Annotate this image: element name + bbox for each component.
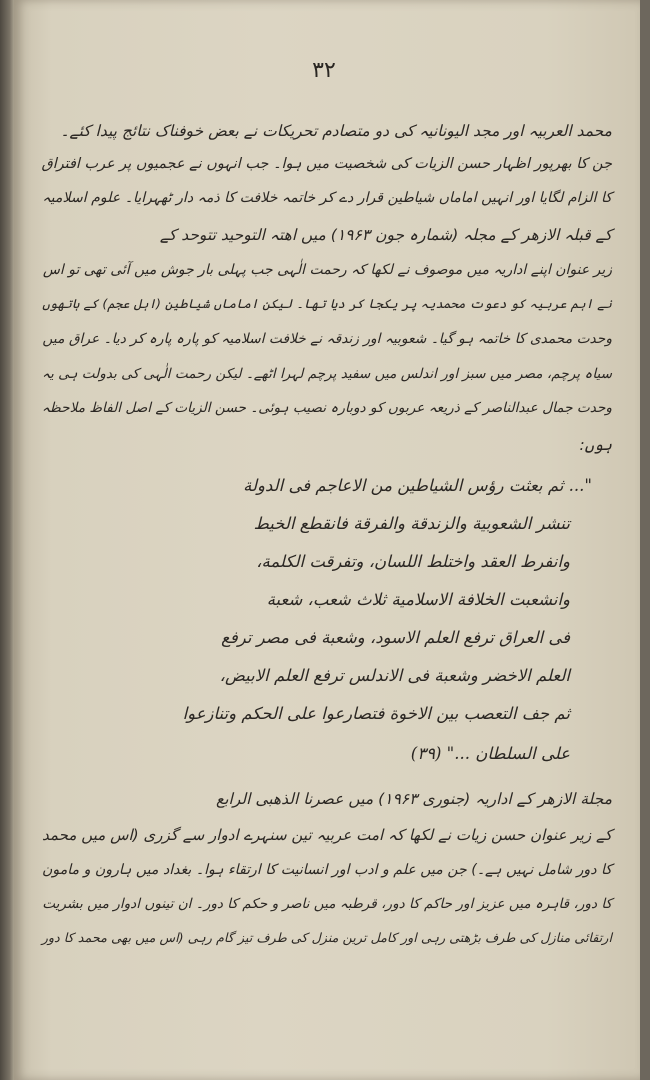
quote-line: ثم جف التعصب بین الاخوة فتصارعوا علی الحکم وتنازعوا [182,704,570,723]
book-page [14,0,640,1080]
quote-line: وانشعبت الخلافة الاسلامیة ثلاث شعب، شعبة [266,590,570,609]
text-line: کا دور، قاہرہ میں عزیز اور حاکم کا دور، قرطبہ میں ناصر و حکم کا دور۔ ان تینوں ادوار میں بشریت [42,896,612,912]
text-line: سیاہ پرچم، مصر میں سبز اور اندلس میں سفید پرچم لہرا اٹھے۔ لیکن رحمت الٰہی کی بدولت ہی یہ [42,366,612,382]
text-line: وحدت محمدی کا خاتمہ ہو گیا۔ شعوبیہ اور زندقہ نے خلافت اسلامیہ کو پارہ پارہ کر دیا۔ عراق میں [42,331,612,347]
text-line: ارتقائی منازل کی طرف بڑھتی رہی اور کامل ترین منزل کی طرف تیز گام رہی (اس میں بھی محمد کا دور [41,931,612,946]
text-line: محمد العربیہ اور مجد الیونانیہ کی دو متصادم تحریکات نے بعض خوفناک نتائج پیدا کئے۔ [60,122,612,140]
text-line: ہوں: [579,436,612,454]
text-line: جن کا بھرپور اظہار حسن الزیات کی شخصیت میں ہوا۔ جب انہوں نے عجمیوں پر عرب افتراق [41,156,612,172]
text-line: کے قبلہ الازھر کے مجلہ (شمارہ جون ۱۹۶۳) میں اھتہ التوحید تتوحد کے [159,226,612,244]
book-binding [0,0,14,1080]
text-line: نے اہم عربیہ کو دعوت محمدیہ پر یکجا کر دیا تھا۔ لیکن اماماں شیاطین (اہل عجم) کے ہاتھوں [42,296,612,311]
text-line: کا الزام لگایا اور انہیں اماماں شیاطین قرار دے کر خاتمہ خلافت کا ذمہ دار ٹھہرایا۔ علوم اسلامیہ [42,190,612,206]
text-line: وحدت جمال عبدالناصر کے ذریعہ عربوں کو دوبارہ نصیب ہوئی۔ حسن الزیات کے اصل الفاظ ملاحظہ [41,400,612,416]
quote-line: العلم الاخضر وشعبة فی الاندلس ترفع العلم الابیض، [219,666,570,685]
page-number: ۳۲ [312,58,336,83]
quote-line: تنشر الشعوبیة والزندقة والفرقة فانقطع الخیط [253,514,570,533]
text-line: کا دور شامل نہیں ہے۔) جن میں علم و ادب اور انسانیت کا ارتقاء ہوا۔ بغداد میں ہارون و مامون [42,862,612,878]
quote-line: "... ثم بعثت رؤس الشیاطین من الاعاجم فی الدولة [243,476,592,495]
text-line: کے زیر عنوان حسن زیات نے لکھا کہ امت عربیہ تین سنہرے ادوار سے گزری (اس میں محمد [41,826,612,844]
text-line: مجلة الازھر کے اداریہ (جنوری ۱۹۶۳) میں عصرنا الذھبی الرابع [215,790,612,808]
quote-line: وانفرط العقد واختلط اللسان، وتفرقت الکلمة، [256,552,570,571]
text-line: زیر عنوان اپنے اداریہ میں موصوف نے لکھا کہ رحمت الٰہی جب پہلی بار جوش میں آئی تھی تو اس [42,262,612,278]
quote-line: علی السلطان ..." (۳۹) [410,744,570,763]
quote-line: فی العراق ترفع العلم الاسود، وشعبة فی مصر ترفع [221,628,570,647]
